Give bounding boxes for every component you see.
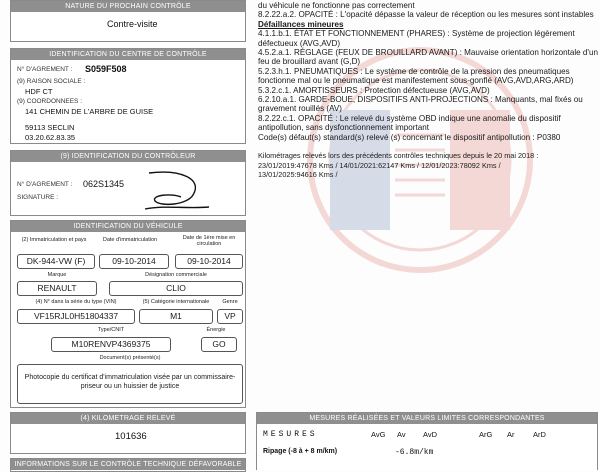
defects-text-block [258,0,598,179]
defect-top-line2: 8.2.22.a.2. OPACITÉ : L'opacité dépasse la valeur de réception ou les mesures sont instables [258,10,594,20]
measure-col-av: Av [397,430,406,439]
model-caption: Désignation commerciale [145,272,207,278]
make-box: RENAULT [17,281,97,296]
defect-item: 4.5.2.a.1. RÉGLAGE (FEUX DE BROUILLARD AVANT) : Mauvaise orientation horizontale d'un feu de brouillard avant (G,D) [258,48,598,67]
measures-header: MESURES RÉALISÉES ET VALEURS LIMITES CORRESPONDANTES [257,413,597,424]
centre-panel [10,48,246,144]
controller-agreement-value: 062S1345 [83,179,125,189]
genre-caption: Genre [222,299,238,305]
centre-phone: 03.20.62.83.35 [25,133,76,142]
genre-box: VP [217,309,243,324]
mileage-history-line2: 13/01/2025:94616 Kms / [258,169,338,179]
make-caption: Marque [47,272,67,278]
vin-caption: (4) N° dans la série du type (VIN) [35,299,117,305]
defect-codes-line: Code(s) défaut(s) standard(s) relevé (s) concernant le dispositif antipollution : P0380 [258,132,561,142]
minor-defects-title: Défaillances mineures [258,19,344,29]
plate-box: DK-944-VW (F) [17,254,95,269]
info-header: INFORMATIONS SUR LE CONTRÔLE TECHNIQUE DÉFAVORABLE [11,459,245,470]
centre-agreement-label: N° D'AGREMENT : [17,66,73,73]
mileage-history-line1: 23/01/2019:47678 Kms / 14/01/2021:62147 Kms / 12/01/2023:78092 Kms / [258,160,501,170]
centre-address-line2: 59113 SECLIN [25,123,75,132]
measures-title: MESURES [263,430,318,439]
centre-name-label: (9) RAISON SOCIALE : [17,78,86,85]
defect-item: 5.3.2.c.1. AMORTISSEURS : Protection défectueuse (AVG,AVD) [258,85,490,95]
first-date-box: 09-10-2014 [175,254,243,269]
ripage-label: Ripage (-8 à + 8 m/km) [263,448,338,455]
energy-caption: Énergie [206,327,226,333]
next-visit-panel [10,0,246,42]
controller-panel [10,150,246,216]
controller-header: (9) IDENTIFICATION DU CONTRÔLEUR [11,151,245,162]
next-visit-header: NATURE DU PROCHAIN CONTRÔLE [11,1,245,12]
defect-top-line1: du véhicule ne fonctionne pas correctement [258,1,415,10]
model-box: CLIO [109,281,243,296]
mileage-header: (4) KILOMETRAGE RELEVÉ [11,413,245,424]
defect-item: 5.2.3.h.1. PNEUMATIQUES : Le système de contrôle de la pression des pneumatiques fonctionne mal ou le pneumatique est manifestement sous-gonflé (AVG,AVD,ARG,ARD) [258,66,574,86]
docs-text: Photocopie du certificat d'immatriculation visée par un commissaire-priseur ou un huissier de justice [24,374,236,390]
measure-col-arg: ArG [479,430,493,439]
controller-signature-label: SIGNATURE : [17,194,59,201]
reg-date-box: 09-10-2014 [99,254,169,269]
mileage-panel [10,412,246,454]
docs-box [17,364,243,404]
next-visit-value: Contre-visite [107,19,158,29]
centre-name-value: HDF CT [25,87,53,96]
docs-caption: Document(s) présenté(s) [99,355,161,361]
measure-col-avd: AvD [423,430,438,439]
measure-col-ar: Ar [507,430,515,439]
defect-item: 4.1.1.b.1. ÉTAT ET FONCTIONNEMENT (PHARES) : Système de projection légèrement défectueux (AVG,AVD) [258,29,575,48]
vehicle-panel [10,220,246,408]
plate-caption: (2) Immatriculation et pays [21,237,87,243]
energy-box: GO [201,337,237,352]
vehicle-header: IDENTIFICATION DU VÉHICULE [11,221,245,232]
first-date-caption: Date de 1ère mise en circulation [182,235,236,247]
mileage-value: 101636 [115,431,147,442]
reg-date-caption: Date d'immatriculation [102,237,158,243]
defect-item: 6.2.10.a.1. GARDE-BOUE, DISPOSITIFS ANTI-PROJECTIONS : Manquants, mal fixés ou gravement rouillés (AV) [258,95,583,114]
category-box: M1 [139,309,213,324]
ripage-value: -6.8m/km [395,448,434,457]
centre-address-line1: 141 CHEMIN DE L'ARBRE DE GUISE [25,107,154,116]
signature-scribble [141,165,213,215]
centre-agreement-value: S059F508 [85,64,127,74]
category-caption: (5) Catégorie internationale [142,299,210,305]
type-caption: Type/CNIT [97,327,125,333]
measure-col-ard: ArD [533,430,546,439]
defect-item: 8.2.22.c.1. OPACITÉ : Le relevé du système OBD indique une anomalie du dispositif antipollution, sans dysfonctionnement important [258,113,561,133]
mileage-history-title: Kilométrages relevés lors des précédents contrôles techniques depuis le 20 mai 2018 : [258,151,539,161]
measures-panel [256,412,598,470]
type-box: M10RENVP4369375 [51,337,171,352]
centre-address-label: (9) COORDONNEES : [17,98,83,105]
centre-header: IDENTIFICATION DU CENTRE DE CONTRÔLE [11,49,245,60]
controller-agreement-label: N° D'AGREMENT : [17,181,73,188]
measure-col-avg: AvG [371,430,386,439]
vin-box: VF15RJL0H51804337 [17,309,135,324]
